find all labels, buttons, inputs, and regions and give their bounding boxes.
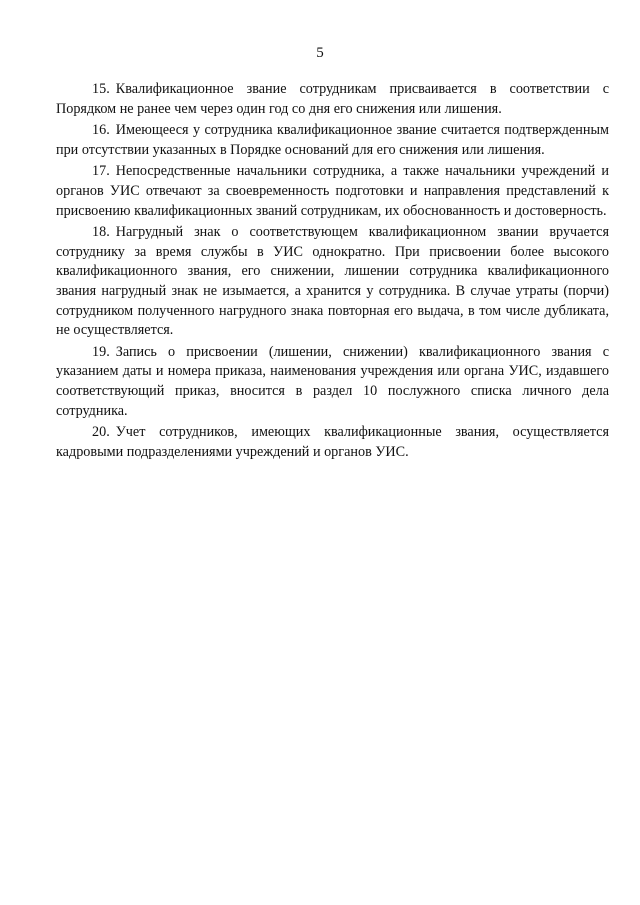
paragraph-17 bbox=[56, 162, 609, 221]
paragraph-number: 19. bbox=[92, 343, 110, 360]
page-number: 5 bbox=[316, 45, 324, 61]
paragraph-text: Запись о присвоении (лишении, снижении) квалификационного звания с указанием даты и номера приказа, наименования учреждения или органа УИС, издавшего соответствующий приказ, вносится в раздел 10 послужного списка личного дела сотрудника. bbox=[56, 343, 609, 419]
paragraph-18 bbox=[56, 223, 609, 341]
paragraph-number: 18. bbox=[92, 224, 110, 241]
paragraph-15 bbox=[56, 80, 609, 119]
paragraph-text: Учет сотрудников, имеющих квалификационные звания, осуществляется кадровыми подразделениями учреждений и органов УИС. bbox=[56, 424, 609, 460]
paragraph-text: Непосредственные начальники сотрудника, а также начальники учреждений и органов УИС отвечают за своевременность подготовки и направления представлений к присвоению квалификационных званий сотрудникам, их обоснованность и достоверность. bbox=[56, 163, 609, 219]
paragraph-text: Квалификационное звание сотрудникам присваивается в соответствии с Порядком не ранее чем через один год со дня его снижения или лишения. bbox=[56, 81, 609, 117]
paragraph-20 bbox=[56, 423, 609, 462]
paragraph-number: 17. bbox=[92, 163, 110, 180]
paragraph-number: 16. bbox=[92, 122, 110, 139]
paragraph-number: 20. bbox=[92, 424, 110, 441]
paragraph-text: Имеющееся у сотрудника квалификационное звание считается подтвержденным при отсутствии указанных в Порядке оснований для его снижения или лишения. bbox=[56, 122, 609, 158]
document-body bbox=[56, 80, 609, 464]
paragraph-text: Нагрудный знак о соответствующем квалификационном звании вручается сотруднику за время службы в УИС однократно. При присвоении более высокого квалификационного звания, его снижении, лишении сотрудника квалификационного звания нагрудный знак не изымается, а хранится у сотрудника. В случае утраты (порчи) сотрудником полученного нагрудного знака повторная его выдача, в том числе дубликата, не осуществляется. bbox=[56, 224, 609, 339]
paragraph-19 bbox=[56, 343, 609, 421]
paragraph-16 bbox=[56, 121, 609, 160]
paragraph-number: 15. bbox=[92, 81, 110, 97]
